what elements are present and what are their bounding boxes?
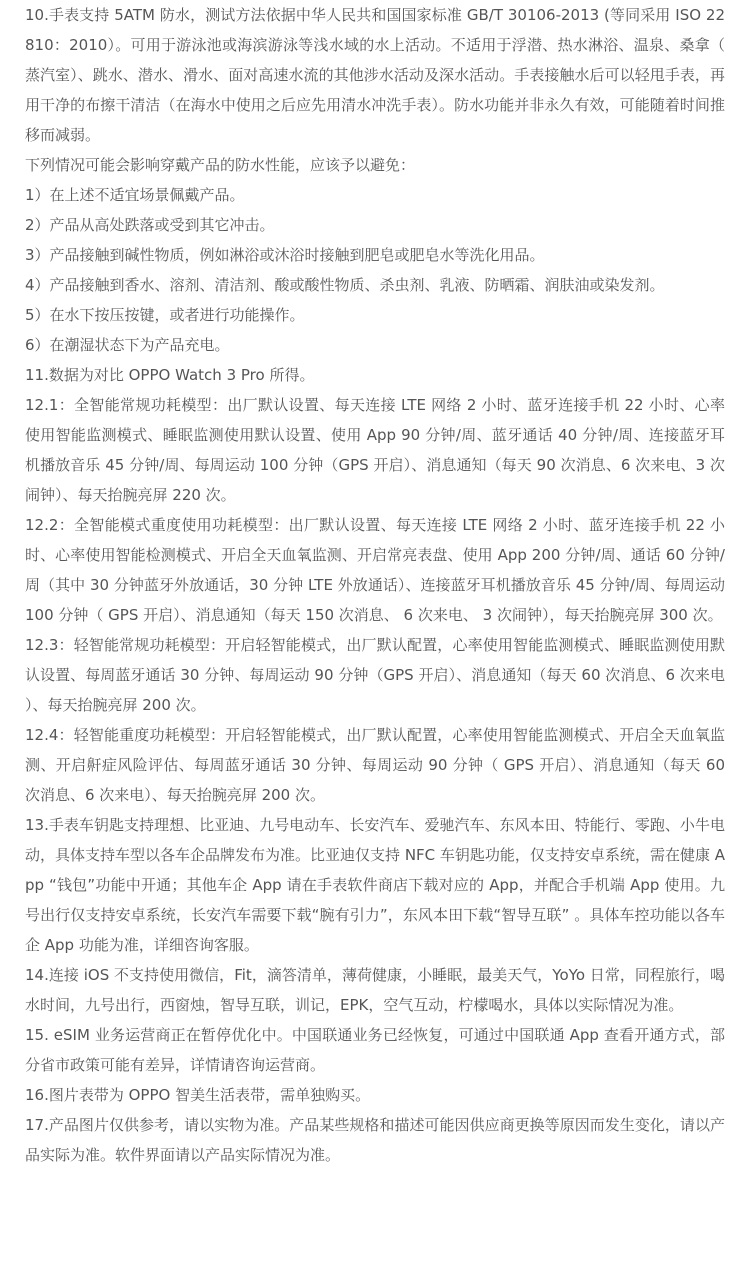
note-12-1-power-model: 12.1：全智能常规功耗模型：出厂默认设置、每天连接 LTE 网络 2 小时、蓝牙连接手机 22 小时、心率使用智能监测模式、睡眠监测使用默认设置、使用 App 90 分钟/周、蓝牙通话 40 分钟/周、连接蓝牙耳机播放音乐 45 分钟/周、每周运动 100 分钟（GPS 开启）、消息通知（每天 90 次消息、6 次来电、3 次闹钟）、每天抬腕亮屏 220 次。 [25,396,725,504]
note-15-esim: 15. eSIM 业务运营商正在暂停优化中。中国联通业务已经恢复，可通过中国联通 App 查看开通方式，部分省市政策可能有差异，详情请咨询运营商。 [25,1026,725,1074]
footnotes-section [25,0,725,1170]
note-warning-item-3: 3）产品接触到碱性物质，例如淋浴或沐浴时接触到肥皂或肥皂水等洗化用品。 [25,246,545,264]
note-14-ios-apps: 14.连接 iOS 不支持使用微信，Fit，滴答清单，薄荷健康，小睡眠，最美天气，YoYo 日常，同程旅行，喝水时间，九号出行，西窗烛，智导互联，训记，EPK，空气互动，柠檬喝水，具体以实际情况为准。 [25,966,725,1014]
note-12-2-power-model: 12.2：全智能模式重度使用功耗模型：出厂默认设置、每天连接 LTE 网络 2 小时、蓝牙连接手机 22 小时、心率使用智能检测模式、开启全天血氧监测、开启常亮表盘、使用 App 200 分钟/周、通话 60 分钟/周（其中 30 分钟蓝牙外放通话，30 分钟 LTE 外放通话）、连接蓝牙耳机播放音乐 45 分钟/周、每周运动 100 分钟（ GPS 开启）、消息通知（每天 150 次消息、 6 次来电、 3 次闹钟），每天抬腕亮屏 300 次。 [25,516,725,624]
note-warning-item-5: 5）在水下按压按键，或者进行功能操作。 [25,306,305,324]
note-waterproof-warning-intro: 下列情况可能会影响穿戴产品的防水性能，应该予以避免： [25,156,416,174]
note-warning-item-4: 4）产品接触到香水、溶剂、清洁剂、酸或酸性物质、杀虫剂、乳液、防晒霜、润肤油或染发剂。 [25,276,665,294]
note-12-4-power-model: 12.4：轻智能重度功耗模型：开启轻智能模式，出厂默认配置，心率使用智能监测模式、开启全天血氧监测、开启鼾症风险评估、每周蓝牙通话 30 分钟、每周运动 90 分钟（ GPS 开启）、消息通知（每天 60 次消息、6 次来电）、每天抬腕亮屏 200 次。 [25,726,725,804]
note-11-comparison: 11.数据为对比 OPPO Watch 3 Pro 所得。 [25,366,315,384]
note-16-strap: 16.图片表带为 OPPO 智美生活表带，需单独购买。 [25,1086,371,1104]
note-12-3-power-model: 12.3：轻智能常规功耗模型：开启轻智能模式，出厂默认配置，心率使用智能监测模式、睡眠监测使用默认设置、每周蓝牙通话 30 分钟、每周运动 90 分钟（GPS 开启）、消息通知（每天 60 次消息、6 次来电）、每天抬腕亮屏 200 次。 [25,636,725,714]
note-warning-item-1: 1）在上述不适宜场景佩戴产品。 [25,186,245,204]
note-warning-item-6: 6）在潮湿状态下为产品充电。 [25,336,230,354]
note-warning-item-2: 2）产品从高处跌落或受到其它冲击。 [25,216,275,234]
note-10-waterproof: 10.手表支持 5ATM 防水，测试方法依据中华人民共和国国家标准 GB/T 30106-2013 (等同采用 ISO 22810：2010）。可用于游泳池或海滨游泳等浅水域的水上活动。不适用于浮潜、热水淋浴、温泉、桑拿（蒸汽室）、跳水、潜水、滑水、面对高速水流的其他涉水活动及深水活动。手表接触水后可以轻甩手表，再用干净的布擦干清洁（在海水中使用之后应先用清水冲洗手表）。防水功能并非永久有效，可能随着时间推移而减弱。 [25,6,725,144]
note-13-car-key: 13.手表车钥匙支持理想、比亚迪、九号电动车、长安汽车、爱驰汽车、东风本田、特能行、零跑、小牛电动，具体支持车型以各车企品牌发布为准。比亚迪仅支持 NFC 车钥匙功能，仅支持安卓系统，需在健康 App “钱包”功能中开通；其他车企 App 请在手表软件商店下载对应的 App，并配合手机端 App 使用。九号出行仅支持安卓系统，长安汽车需要下载“腕有引力”，东风本田下载“智导互联” 。具体车控功能以各车企 App 功能为准，详细咨询客服。 [25,816,725,954]
note-17-disclaimer: 17.产品图片仅供参考，请以实物为准。产品某些规格和描述可能因供应商更换等原因而发生变化，请以产品实际为准。软件界面请以产品实际情况为准。 [25,1116,725,1164]
